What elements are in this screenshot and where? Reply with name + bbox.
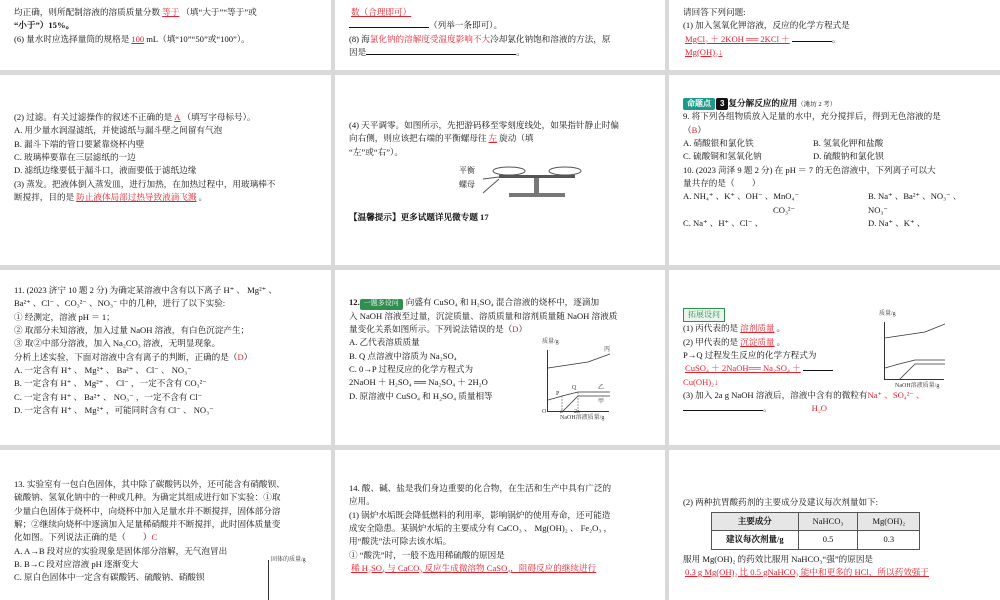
antacid-table: 主要成分 NaHCO₃ Mg(OH)₂ 建议每次剂量/g 0.5 0.3 xyxy=(711,512,920,549)
slide-q7-end: 数（合理即可） （列举一条即可）。 (8) 海氯化钠的溶解度受温度影响不大冷却氯化钠饱和溶液的方法，原 因是 。 xyxy=(335,0,665,70)
extension-chart: 质量/g NaOH溶液质量/g xyxy=(884,322,944,380)
slide-balance: (4) 天平调零。如图所示，先把游码移至零刻度线处，如果指针静止时偏 向右侧，则应该把右端的平衡螺母往 左 旋动（填 “左”或“右”）。 平衡 螺母 【温馨提示】更多试题详见微专题 17 xyxy=(335,75,665,265)
slide-q14: 14. 酸、碱、盐是我们身边重要的化合物，在生活和生产中具有广泛的 应用。 (1) 锅炉水垢既会降低燃料的利用率，影响锅炉的使用寿命，还可能造 成安全隐患。某锅炉水垢的主要成分有 CaCO₃ 、 Mg(OH)₂ 、 Fe₂O₃ ， 用“酸洗”法可除去该水垢。 ① “酸洗”时，一般不选用稀硫酸的原因是 稀 H₂SO₄ 与 CaCO₃ 反应生成微溶物 CaSO₄，阻碍反应的继续进行 xyxy=(335,450,665,600)
slide-filtration: (2) 过滤。有关过滤操作的叙述不正确的是 A （填写字母标号）。 A. 用少量水润湿滤纸，并使滤纸与漏斗壁之间留有气泡 B. 漏斗下端的管口要紧靠烧杯内壁 C. 玻璃棒要靠在三层滤纸的一边 D. 滤纸边缘要低于漏斗口，液面要低于滤纸边缘 (3) 蒸发。把液体倒入蒸发皿，进行加热，在加热过程中，用玻璃棒不 断搅拌，目的是 防止液体局部过热导致液滴飞溅 。 xyxy=(0,75,331,265)
topic-tag: 命题点 xyxy=(683,98,715,110)
balance-figure xyxy=(349,159,651,205)
slide-extension: 拓展设问 (1) 丙代表的是 溶剂质量 。 (2) 甲代表的是 沉淀质量 。 P→Q 过程发生反应的化学方程式为 CuSO₄ ＋ 2NaOH══ Na₂SO₄ ＋ Cu(OH)₂↓ (3) 加入 2a g NaOH 溶液后，溶液中含有的微粒有Na⁺ 、SO₄²⁻ 、 。 H₂O 质量/g NaOH溶液质量/g xyxy=(669,270,1000,445)
slide-q12: 12. 一题多设问 向盛有 CuSO₄ 和 H₂SO₄ 混合溶液的烧杯中，逐滴加 入 NaOH 溶液至过量，沉淀质量、溶质质量和溶剂质量随 NaOH 溶液质 量变化关系如图所示。下列说法错误的是（D） A. 乙代表溶质质量 B. Q 点溶液中溶质为 Na₂SO₄ C. 0→P 过程反应的化学方程式为 2NaOH ＋ H₂SO₄ ══ Na₂SO₄ ＋ 2H₂O D. 原溶液中 CuSO₄ 和 H₂SO₄ 质量相等 质量/g NaOH溶液质量/g 丙 乙 甲 P Q O a 2a xyxy=(335,270,665,445)
q12-chart: 质量/g NaOH溶液质量/g 丙 乙 甲 P Q O a 2a xyxy=(542,339,611,421)
slide-antacid: (2) 两种抗胃酸药剂的主要成分及建议每次剂量如下: 主要成分 NaHCO₃ Mg(OH)₂ 建议每次剂量/g 0.5 0.3 服用 Mg(OH)₂ 的药效比服用 NaHCO₃“强”的原因是 0.3 g Mg(OH)₂ 比 0.5 gNaHCO₃ 能中和更多的 HCl，所以药效强于 xyxy=(669,450,1000,600)
slide-q5-end: 均正确，则所配制溶液的溶质质量分数 等于 （填“大于”“等于”或 “小于”）15%。 (6) 量水时应选择量筒的规格是 100 mL（填“10”“50”或“100”）。 xyxy=(0,0,331,70)
balance-label-2: 螺母 xyxy=(459,179,475,189)
slide-mgcl2-equation: 请回答下列问题: (1) 加入氢氧化钾溶液，反应的化学方程式是 MgCl₂ ＋ 2KOH ══ 2KCl ＋ 。 Mg(OH)₂↓ xyxy=(669,0,1000,70)
tip-text: 【温馨提示】更多试题详见微专题 17 xyxy=(349,211,489,222)
extension-tag: 拓展设问 xyxy=(683,308,725,322)
balance-label-1: 平衡 xyxy=(459,165,475,175)
slide-q13: 13. 实验室有一包白色固体，其中除了碳酸钙以外，还可能含有硝酸钡、 硫酸钠、氢氧化钠中的一种或几种。为确定其组成进行如下实验：①取 少量白色固体于烧杯中，向烧杯中加入足量水并不断搅拌，固体部分溶 解；②继续向烧杯中逐滴加入足量稀硝酸并不断搅拌，此时固体质量变 化如图。下列说法正确的是（ ）C A. A→B 段对应的实验现象是固体部分溶解，无气泡冒出 B. B→C 段对应溶液 pH 逐渐变大 C. 原白色固体中一定含有碳酸钙、硫酸钠、硝酸钡 固体的质量/g xyxy=(0,450,331,600)
slide-q11: 11. (2023 济宁 10 题 2 分) 为确定某溶液中含有以下离子 H⁺ 、 Mg²⁺ 、 Ba²⁺ 、Cl⁻ 、CO₃²⁻ 、NO₃⁻ 中的几种，进行了以下实验: ① 经测定，溶液 pH ＝ 1； ② 取部分未知溶液，加入过量 NaOH 溶液，有白色沉淀产生； ③ 取②中部分溶液，加入 Na₂CO₃ 溶液，无明显现象。 分析上述实验，下面对溶液中含有离子的判断，正确的是（D） A. 一定含有 H⁺ 、 Mg²⁺ 、 Ba²⁺ 、 Cl⁻ 、 NO₃⁻ B. 一定含有 H⁺ 、 Mg²⁺ 、 Cl⁻ ，一定不含有 CO₃²⁻ C. 一定含有 H⁺ 、 Ba²⁺ 、 NO₃⁻ ，一定不含有 Cl⁻ D. 一定含有 H⁺ 、 Mg²⁺ ，可能同时含有 Cl⁻ 、 NO₃⁻ xyxy=(0,270,331,445)
slide-double-decomposition: 命题点 3 复分解反应的应用（滩坊 2 考） 9. 将下列各组物质放入足量的水中，充分搅拌后，得到无色溶液的是 （B） A. 硝酸银和氯化铁 B. 氢氧化钾和盐酸 C. 硫酸铜和氢氧化钠 D. 硫酸钠和氯化钡 10. (2023 菏泽 9 题 2 分) 在 pH ＝ 7 的无色溶液中，下列离子可以大 量共存的是（ ） A. NH₄⁺ 、K⁺ 、OH⁻ 、MnO₄⁻ B. Na⁺ 、Ba²⁺ 、NO₃⁻ 、 CO₃²⁻ NO₃⁻ C. Na⁺ 、H⁺ 、Cl⁻ 、 D. Na⁺ 、K⁺ 、 xyxy=(669,75,1000,265)
q13-chart: 固体的质量/g xyxy=(268,560,318,600)
multi-question-tag: 一题多设问 xyxy=(360,299,403,310)
balance-icon xyxy=(349,159,665,205)
